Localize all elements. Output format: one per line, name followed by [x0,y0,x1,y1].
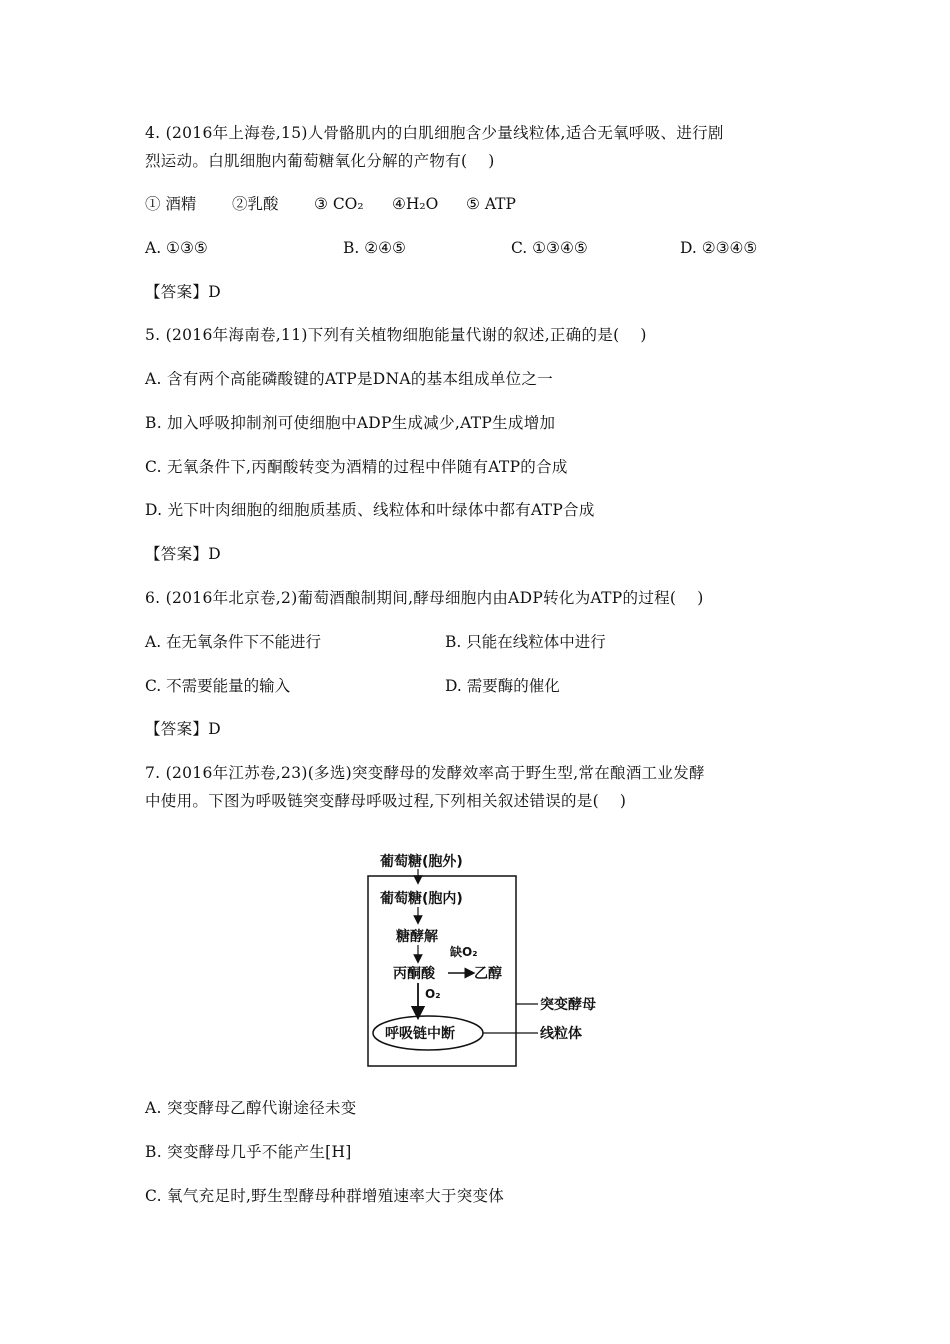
q7-option-c: C. 氧气充足时,野生型酵母种群增殖速率大于突变体 [145,1187,505,1205]
q7-stem-line1: 7. (2016年江苏卷,23)(多选)突变酵母的发酵效率高于野生型,常在酿酒工业发酵 [145,764,705,782]
q4-item-1: ① 酒精 [145,195,197,213]
q6-answer: 【答案】D [145,720,221,738]
glycolysis-label: 糖酵解 [396,929,438,945]
q6-option-a: A. 在无氧条件下不能进行 [145,633,322,651]
q6-option-c: C. 不需要能量的输入 [145,677,291,695]
q5-option-d: D. 光下叶肉细胞的细胞质基质、线粒体和叶绿体中都有ATP合成 [145,501,595,519]
o2-label: O₂ [425,987,441,1001]
ethanol-label: 乙醇 [474,966,502,982]
q4-option-d: D. ②③④⑤ [680,239,758,257]
q6-option-d: D. 需要酶的催化 [445,677,560,695]
q4-item-4: ④H₂O [392,195,439,213]
q7-stem-line2: 中使用。下图为呼吸链突变酵母呼吸过程,下列相关叙述错误的是( ) [145,792,627,810]
q5-answer: 【答案】D [145,545,221,563]
q7-option-a: A. 突变酵母乙醇代谢途径未变 [145,1099,357,1117]
q6-stem: 6. (2016年北京卷,2)葡萄酒酿制期间,酵母细胞内由ADP转化为ATP的过程( ) [145,589,704,607]
q4-option-a: A. ①③⑤ [145,239,208,257]
q5-option-a: A. 含有两个高能磷酸键的ATP是DNA的基本组成单位之一 [145,370,554,388]
q4-item-3: ③ CO₂ [314,195,364,213]
q4-item-2: ②乳酸 [232,195,279,213]
q4-stem-line1: 4. (2016年上海卷,15)人骨骼肌内的白肌细胞含少量线粒体,适合无氧呼吸、进行剧 [145,124,724,142]
lack-o2-label: 缺O₂ [450,945,478,959]
q7-option-b: B. 突变酵母几乎不能产生[H] [145,1143,352,1161]
q4-stem-line2: 烈运动。白肌细胞内葡萄糖氧化分解的产物有( ) [145,152,495,170]
q5-option-c: C. 无氧条件下,丙酮酸转变为酒精的过程中伴随有ATP的合成 [145,458,568,476]
q4-option-c: C. ①③④⑤ [511,239,588,257]
q4-answer: 【答案】D [145,283,221,301]
q5-stem: 5. (2016年海南卷,11)下列有关植物细胞能量代谢的叙述,正确的是( ) [145,326,647,344]
pyruvate-label: 丙酮酸 [393,966,435,982]
q4-item-5: ⑤ ATP [466,195,516,213]
mitochondria-label: 线粒体 [540,1026,582,1042]
chain-break-label: 呼吸链中断 [385,1026,455,1042]
q5-option-b: B. 加入呼吸抑制剂可使细胞中ADP生成减少,ATP生成增加 [145,414,556,432]
q6-option-b: B. 只能在线粒体中进行 [445,633,606,651]
mutant-yeast-label: 突变酵母 [540,997,596,1013]
q4-option-b: B. ②④⑤ [343,239,406,257]
glucose-outside-label: 葡萄糖(胞外) [380,854,463,870]
glucose-inside-label: 葡萄糖(胞内) [380,891,463,907]
